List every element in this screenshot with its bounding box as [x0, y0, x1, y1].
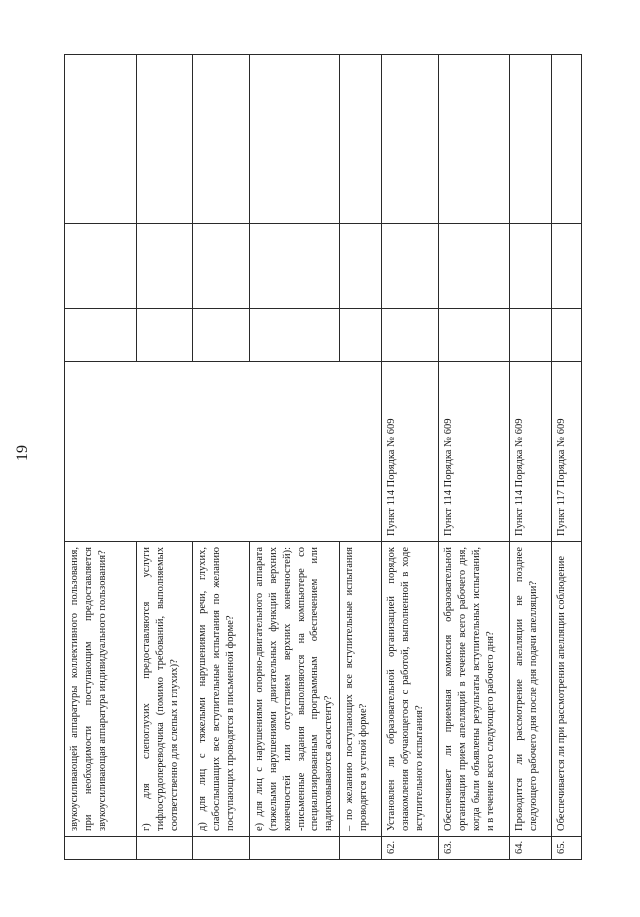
- table-row: [65, 55, 137, 860]
- question-cell: г) для слепоглухих предоставляются услуги тифлосурдопереводчика (помимо требований, выполняемых соответственно для слепых и глухих)?: [137, 542, 193, 837]
- note-cell: [382, 55, 439, 224]
- row-number: 65.: [552, 837, 582, 860]
- checklist-table: [64, 54, 582, 860]
- table-row: [382, 55, 439, 860]
- note-cell: [65, 55, 137, 224]
- answer-cell: [439, 309, 510, 362]
- note-cell: [250, 55, 340, 224]
- row-number: [250, 837, 340, 860]
- answer-cell: [552, 224, 582, 309]
- question-cell: Обеспечивается ли при рассмотрении апелляции соблюдение: [552, 542, 582, 837]
- table-row: [510, 55, 552, 860]
- answer-cell: [552, 309, 582, 362]
- answer-cell: [382, 224, 439, 309]
- note-cell: [137, 55, 193, 224]
- question-cell: д) для лиц с тяжелыми нарушениями речи, глухих, слабослышащих все вступительные испытания по желанию поступающих проводятся в письменной форме?: [193, 542, 250, 837]
- answer-cell: [340, 309, 382, 362]
- note-cell: [439, 55, 510, 224]
- row-number: [193, 837, 250, 860]
- reference-cell: Пункт 114 Порядка № 609: [510, 362, 552, 542]
- reference-cell: Пункт 114 Порядка № 609: [382, 362, 439, 542]
- table-row: [552, 55, 582, 860]
- question-cell: Проводится ли рассмотрение апелляции не позднее следующего рабочего дня после дня подачи апелляции?: [510, 542, 552, 837]
- answer-cell: [193, 224, 250, 309]
- question-cell: е) для лиц с нарушениями опорно-двигательного аппарата (тяжелыми нарушениями двигательных функций верхних конечностей или отсутствием верхних конечностей): -письменные задания выполняются на компьютере со специализированным программным обеспечением или надиктовываются ассистенту?: [250, 542, 340, 837]
- row-number: 63.: [439, 837, 510, 860]
- answer-cell: [137, 224, 193, 309]
- answer-cell: [65, 309, 137, 362]
- row-number: 64.: [510, 837, 552, 860]
- question-cell: Установлен ли образовательной организацией порядок ознакомления обучающегося с работой, выполненной в ходе вступительного испытания?: [382, 542, 439, 837]
- note-cell: [552, 55, 582, 224]
- row-number: [137, 837, 193, 860]
- reference-cell: Пункт 117 Порядка № 609: [552, 362, 582, 542]
- row-number: [340, 837, 382, 860]
- answer-cell: [340, 224, 382, 309]
- question-cell: Обеспечивает ли приемная комиссия образовательной организации прием апелляций в течение всего рабочего дня, когда были объявлены результаты вступительных испытаний, и в течение всего следующего рабочего дня?: [439, 542, 510, 837]
- reference-cell: Пункт 114 Порядка № 609: [439, 362, 510, 542]
- note-cell: [340, 55, 382, 224]
- answer-cell: [137, 309, 193, 362]
- page-number: 19: [14, 445, 31, 461]
- question-cell: – по желанию поступающих все вступительные испытания проводятся в устной форме?: [340, 542, 382, 837]
- answer-cell: [193, 309, 250, 362]
- reference-cell: [65, 362, 382, 542]
- row-number: [65, 837, 137, 860]
- row-number: 62.: [382, 837, 439, 860]
- note-cell: [193, 55, 250, 224]
- answer-cell: [510, 224, 552, 309]
- note-cell: [510, 55, 552, 224]
- answer-cell: [250, 309, 340, 362]
- answer-cell: [439, 224, 510, 309]
- answer-cell: [65, 224, 137, 309]
- answer-cell: [510, 309, 552, 362]
- question-cell: звукоусиливающей аппаратуры коллективного пользования, при необходимости поступающим предоставляется звукоусиливающая аппаратура индивидуального пользования?: [65, 542, 137, 837]
- answer-cell: [382, 309, 439, 362]
- answer-cell: [250, 224, 340, 309]
- table-row: [439, 55, 510, 860]
